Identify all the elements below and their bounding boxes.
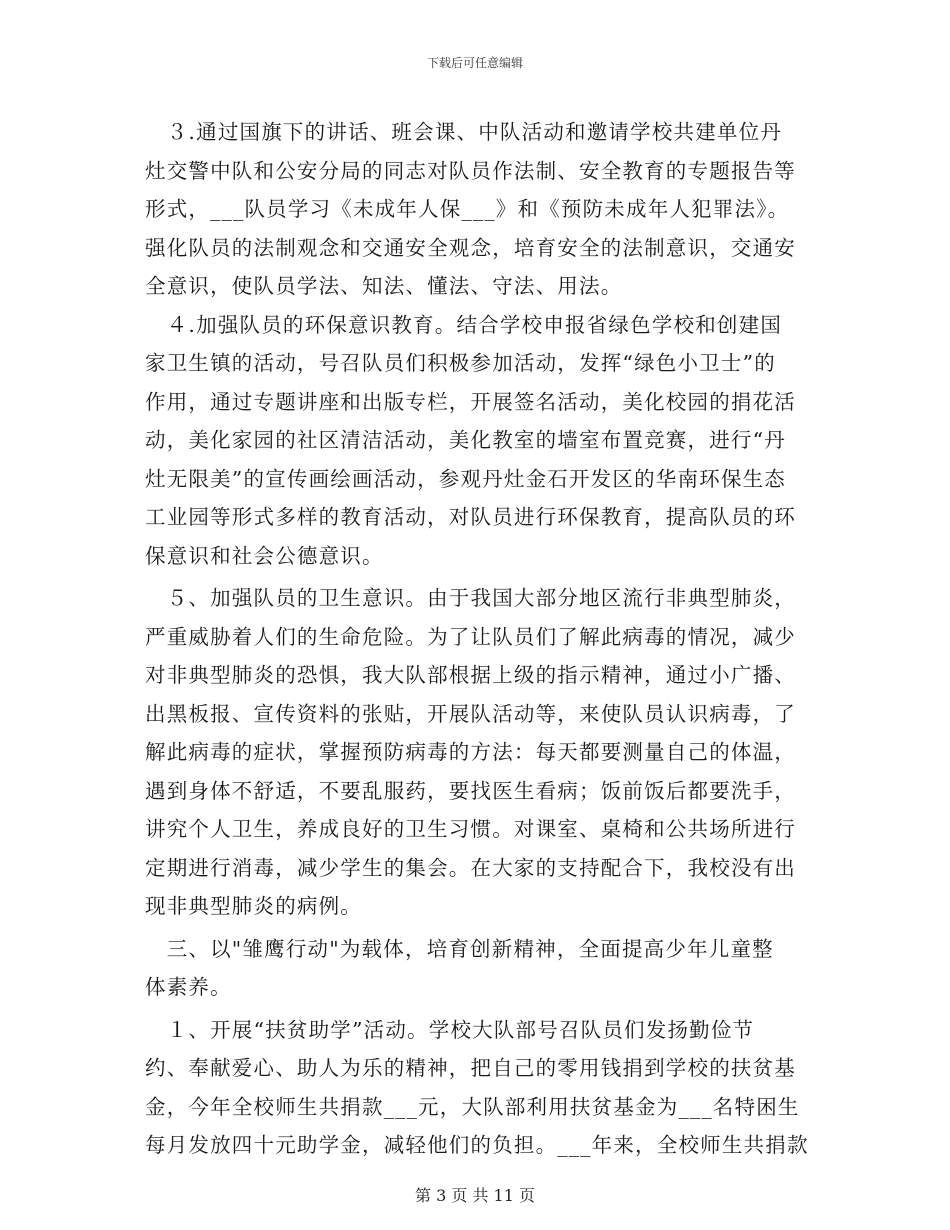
text-line: 解此病毒的症状，掌握预防病毒的方法：每天都要测量自己的体温， bbox=[145, 740, 796, 764]
text-line: 强化队员的法制观念和交通安全观念，培育安全的法制意识，交通安 bbox=[145, 235, 796, 260]
text-line: １、开展“扶贫助学”活动。学校大队部号召队员们发扬勤俭节 bbox=[145, 1017, 755, 1042]
text-line: 每月发放四十元助学金，减轻他们的负担。___年来，全校师生共捐款 bbox=[145, 1133, 809, 1157]
document-body bbox=[145, 113, 809, 1165]
text-line: 现非典型肺炎的病例。 bbox=[145, 894, 362, 918]
text-line: 作用，通过专题讲座和出版专栏，开展签名活动，美化校园的捐花活 bbox=[145, 389, 796, 414]
section-heading-three bbox=[145, 930, 805, 1007]
paragraph-item-1 bbox=[145, 1011, 809, 1165]
page-number-footer: 第 3 页 共 11 页 bbox=[415, 1186, 535, 1205]
text-line: 家卫生镇的活动，号召队员们积极参加活动，发挥“绿色小卫士”的 bbox=[145, 351, 776, 375]
text-line: 定期进行消毒，减少学生的集会。在大家的支持配合下，我校没有出 bbox=[145, 855, 796, 880]
text-line: 遇到身体不舒适，不要乱服药，要找医生看病；饭前饭后都要洗手， bbox=[145, 778, 796, 803]
text-line: 灶无限美”的宣传画绘画活动，参观丹灶金石开发区的华南环保生态 bbox=[145, 466, 786, 491]
page-header-note: 下载后可任意编辑 bbox=[426, 56, 523, 70]
text-line: 金，今年全校师生共捐款___元，大队部利用扶贫基金为___名特困生 bbox=[145, 1094, 800, 1119]
text-line: ５、加强队员的卫生意识。由于我国大部分地区流行非典型肺炎， bbox=[145, 586, 796, 610]
text-line: ４.加强队员的环保意识教育。结合学校申报省绿色学校和创建国 bbox=[145, 312, 783, 337]
text-line: 全意识，使队员学法、知法、懂法、守法、用法。 bbox=[145, 274, 623, 298]
text-line: 体素养。 bbox=[145, 975, 232, 999]
text-line: 讲究个人卫生，养成良好的卫生习惯。对课室、桌椅和公共场所进行 bbox=[145, 817, 796, 841]
text-line: 灶交警中队和公安分局的同志对队员作法制、安全教育的专题报告等 bbox=[145, 158, 796, 183]
paragraph-item-3 bbox=[145, 113, 805, 306]
text-line: 严重威胁着人们的生命危险。为了让队员们了解此病毒的情况，减少 bbox=[145, 624, 796, 649]
paragraph-item-4 bbox=[145, 306, 805, 576]
text-line: 工业园等形式多样的教育活动，对队员进行环保教育，提高队员的环 bbox=[145, 505, 796, 529]
text-line: 形式，___队员学习《未成年人保___》和《预防未成年人犯罪法》。 bbox=[145, 197, 790, 221]
text-line: 保意识和社会公德意识。 bbox=[145, 543, 384, 568]
text-line: 动，美化家园的社区清洁活动，美化教室的墙室布置竞赛，进行“丹 bbox=[145, 428, 786, 452]
paragraph-item-5 bbox=[145, 579, 805, 926]
text-line: 对非典型肺炎的恐惧，我大队部根据上级的指示精神，通过小广播、 bbox=[145, 663, 796, 687]
text-line: 出黑板报、宣传资料的张贴，开展队活动等，来使队员认识病毒，了 bbox=[145, 701, 796, 726]
text-line: ３.通过国旗下的讲话、班会课、中队活动和邀请学校共建单位丹 bbox=[145, 120, 783, 144]
text-line: 约、奉献爱心、助人为乐的精神，把自己的零用钱捐到学校的扶贫基 bbox=[145, 1056, 796, 1080]
text-line: 三、以"雏鹰行动"为载体，培育创新精神，全面提高少年儿童整 bbox=[145, 936, 774, 961]
